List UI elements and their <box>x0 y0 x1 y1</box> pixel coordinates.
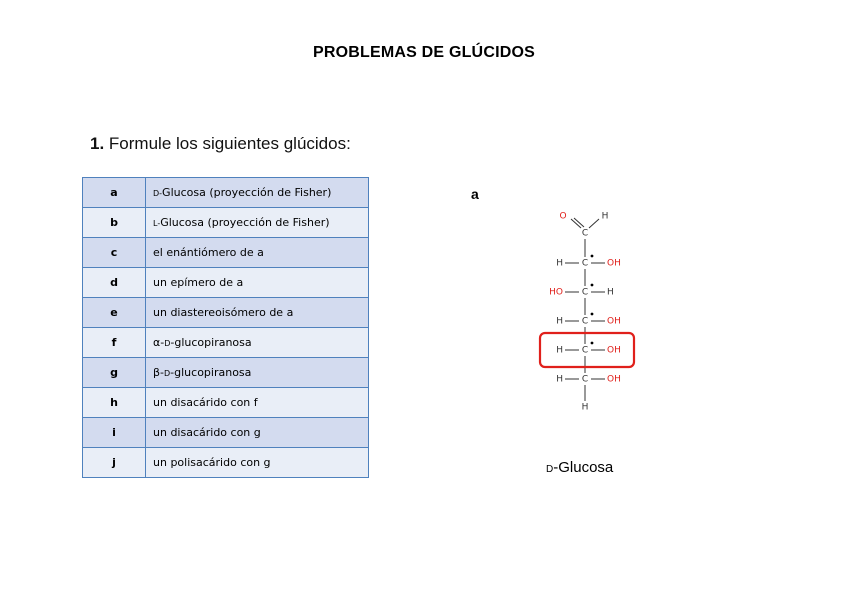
table-row <box>83 208 369 238</box>
chiral-marker <box>591 342 594 345</box>
row-prefix: D- <box>153 189 163 198</box>
left-substituent: HO <box>549 287 563 298</box>
row-key: e <box>83 298 146 328</box>
left-substituent: H <box>556 258 563 269</box>
chiral-marker <box>591 313 594 316</box>
carbon-atom: C <box>581 258 589 269</box>
table-row <box>83 328 369 358</box>
carbon-atom: C <box>581 228 589 239</box>
row-key: f <box>83 328 146 358</box>
row-value: el enántiómero de a <box>153 246 264 259</box>
figure-caption <box>546 459 613 476</box>
row-description <box>146 388 369 418</box>
row-description <box>146 358 369 388</box>
row-description <box>146 328 369 358</box>
table-row <box>83 388 369 418</box>
carbon-atom: C <box>581 374 589 385</box>
row-description <box>146 268 369 298</box>
row-value: -glucopiranosa <box>170 336 252 349</box>
row-description <box>146 448 369 478</box>
chiral-marker <box>591 284 594 287</box>
table-row <box>83 298 369 328</box>
row-description <box>146 298 369 328</box>
row-key: h <box>83 388 146 418</box>
right-substituent: H <box>607 287 614 298</box>
left-substituent: H <box>556 374 563 385</box>
row-description <box>146 178 369 208</box>
page-title: PROBLEMAS DE GLÚCIDOS <box>313 44 535 61</box>
row-key: b <box>83 208 146 238</box>
table-row <box>83 238 369 268</box>
chiral-marker <box>591 255 594 258</box>
row-key: c <box>83 238 146 268</box>
row-value: un diastereoisómero de a <box>153 306 294 319</box>
question-number: 1. <box>90 134 105 153</box>
question-text: Formule los siguientes glúcidos: <box>108 134 351 153</box>
caption-text: -Glucosa <box>553 459 614 476</box>
row-key: a <box>83 178 146 208</box>
row-value: un disacárido con f <box>153 396 258 409</box>
row-value: un polisacárido con g <box>153 456 271 469</box>
aldehyde-h-bond <box>589 219 599 228</box>
row-value: un disacárido con g <box>153 426 261 439</box>
table-row <box>83 448 369 478</box>
oxygen-atom: O <box>559 211 567 222</box>
glucids-table <box>82 177 369 478</box>
hydrogen-atom: H <box>581 402 589 413</box>
row-value: -glucopiranosa <box>170 366 252 379</box>
row-description <box>146 418 369 448</box>
right-substituent: OH <box>607 345 621 356</box>
right-substituent: OH <box>607 316 621 327</box>
caption-prefix: D <box>546 464 554 475</box>
table-row <box>83 358 369 388</box>
carbon-atom: C <box>581 345 589 356</box>
row-value: Glucosa (proyección de Fisher) <box>162 186 332 199</box>
row-small-caps: D <box>164 369 171 378</box>
row-description <box>146 238 369 268</box>
row-prefix: β- <box>153 366 164 379</box>
left-substituent: H <box>556 316 563 327</box>
d-glucose-fischer-structure <box>530 205 650 415</box>
row-prefix: α- <box>153 336 165 349</box>
row-key: i <box>83 418 146 448</box>
right-substituent: OH <box>607 374 621 385</box>
right-substituent: OH <box>607 258 621 269</box>
row-key: j <box>83 448 146 478</box>
question-1 <box>90 134 351 154</box>
row-key: d <box>83 268 146 298</box>
carbon-atom: C <box>581 287 589 298</box>
table-row <box>83 418 369 448</box>
left-substituent: H <box>556 345 563 356</box>
row-value: un epímero de a <box>153 276 244 289</box>
row-value: Glucosa (proyección de Fisher) <box>160 216 330 229</box>
row-small-caps: D <box>164 339 171 348</box>
table-row <box>83 178 369 208</box>
row-prefix: L- <box>153 219 161 228</box>
figure-label: a <box>471 186 479 202</box>
row-key: g <box>83 358 146 388</box>
hydrogen-atom: H <box>601 211 609 222</box>
table-row <box>83 268 369 298</box>
carbon-atom: C <box>581 316 589 327</box>
row-description <box>146 208 369 238</box>
